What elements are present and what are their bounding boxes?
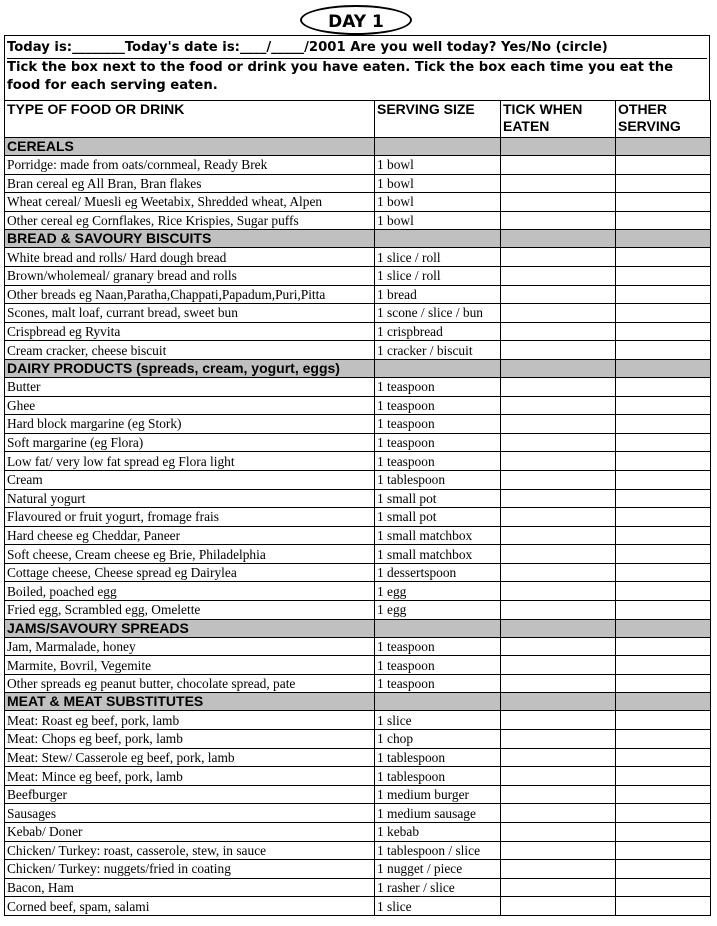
food-name-cell: Jam, Marmalade, honey <box>5 637 375 656</box>
serving-size-cell: 1 small pot <box>375 508 501 527</box>
serving-size-cell: 1 cracker / biscuit <box>375 341 501 360</box>
table-row <box>5 341 711 360</box>
other-serving-cell[interactable] <box>616 396 711 415</box>
food-name-cell: Meat: Mince eg beef, pork, lamb <box>5 767 375 786</box>
serving-size-cell: 1 teaspoon <box>375 396 501 415</box>
table-body <box>5 138 711 916</box>
tick-when-eaten-cell[interactable] <box>501 266 616 285</box>
food-name-cell: Fried egg, Scrambled egg, Omelette <box>5 601 375 620</box>
tick-when-eaten-cell[interactable] <box>501 860 616 879</box>
serving-size-cell: 1 rasher / slice <box>375 878 501 897</box>
serving-size-cell: 1 small matchbox <box>375 545 501 564</box>
serving-size-cell: 1 kebab <box>375 823 501 842</box>
other-serving-cell[interactable] <box>616 878 711 897</box>
food-name-cell: Cream cracker, cheese biscuit <box>5 341 375 360</box>
food-name-cell: Hard cheese eg Cheddar, Paneer <box>5 526 375 545</box>
other-serving-cell[interactable] <box>616 582 711 601</box>
tick-when-eaten-cell[interactable] <box>501 452 616 471</box>
tick-when-eaten-cell[interactable] <box>501 508 616 527</box>
other-serving-cell[interactable] <box>616 489 711 508</box>
food-name-cell: Crispbread eg Ryvita <box>5 322 375 341</box>
table-row <box>5 433 711 452</box>
section-header-row <box>5 138 711 156</box>
col-tick-line1: TICK WHEN <box>503 101 583 117</box>
other-serving-cell[interactable] <box>616 415 711 434</box>
tick-when-eaten-cell[interactable] <box>501 674 616 693</box>
serving-size-cell: 1 bowl <box>375 174 501 193</box>
serving-size-cell: 1 tablespoon <box>375 748 501 767</box>
table-row <box>5 601 711 620</box>
table-row <box>5 637 711 656</box>
food-name-cell: Butter <box>5 377 375 396</box>
food-name-cell: Meat: Stew/ Casserole eg beef, pork, lamb <box>5 748 375 767</box>
other-serving-cell[interactable] <box>616 470 711 489</box>
serving-size-cell: 1 teaspoon <box>375 674 501 693</box>
section-filler-cell <box>616 138 711 156</box>
serving-size-cell: 1 small matchbox <box>375 526 501 545</box>
food-name-cell: Low fat/ very low fat spread eg Flora light <box>5 452 375 471</box>
column-header-row <box>5 101 711 138</box>
food-name-cell: Kebab/ Doner <box>5 823 375 842</box>
serving-size-cell: 1 slice / roll <box>375 266 501 285</box>
tick-when-eaten-cell[interactable] <box>501 897 616 916</box>
food-name-cell: Brown/wholemeal/ granary bread and rolls <box>5 266 375 285</box>
tick-when-eaten-cell[interactable] <box>501 748 616 767</box>
tick-when-eaten-cell[interactable] <box>501 656 616 675</box>
table-row <box>5 767 711 786</box>
section-filler-cell <box>375 693 501 711</box>
other-serving-cell[interactable] <box>616 841 711 860</box>
section-title: JAMS/SAVOURY SPREADS <box>5 619 375 637</box>
table-row <box>5 526 711 545</box>
header-box <box>4 35 710 100</box>
table-row <box>5 656 711 675</box>
other-serving-cell[interactable] <box>616 193 711 212</box>
table-row <box>5 211 711 230</box>
other-serving-cell[interactable] <box>616 304 711 323</box>
tick-when-eaten-cell[interactable] <box>501 823 616 842</box>
serving-size-cell: 1 teaspoon <box>375 377 501 396</box>
food-name-cell: Cream <box>5 470 375 489</box>
section-filler-cell <box>375 230 501 248</box>
section-header-row <box>5 359 711 377</box>
section-title: DAIRY PRODUCTS (spreads, cream, yogurt, eggs) <box>5 359 375 377</box>
serving-size-cell: 1 teaspoon <box>375 637 501 656</box>
other-serving-cell[interactable] <box>616 248 711 267</box>
tick-when-eaten-cell[interactable] <box>501 396 616 415</box>
section-title: BREAD & SAVOURY BISCUITS <box>5 230 375 248</box>
other-serving-cell[interactable] <box>616 433 711 452</box>
section-filler-cell <box>501 359 616 377</box>
other-serving-cell[interactable] <box>616 156 711 175</box>
col-tick <box>501 101 616 138</box>
tick-when-eaten-cell[interactable] <box>501 526 616 545</box>
food-name-cell: Bacon, Ham <box>5 878 375 897</box>
food-name-cell: Meat: Chops eg beef, pork, lamb <box>5 730 375 749</box>
section-filler-cell <box>501 619 616 637</box>
other-serving-cell[interactable] <box>616 730 711 749</box>
food-name-cell: Other spreads eg peanut butter, chocolate spread, pate <box>5 674 375 693</box>
food-name-cell: Chicken/ Turkey: nuggets/fried in coating <box>5 860 375 879</box>
tick-when-eaten-cell[interactable] <box>501 841 616 860</box>
tick-when-eaten-cell[interactable] <box>501 601 616 620</box>
other-serving-cell[interactable] <box>616 637 711 656</box>
table-row <box>5 396 711 415</box>
tick-when-eaten-cell[interactable] <box>501 156 616 175</box>
serving-size-cell: 1 slice / roll <box>375 248 501 267</box>
tick-when-eaten-cell[interactable] <box>501 211 616 230</box>
serving-size-cell: 1 medium burger <box>375 785 501 804</box>
other-serving-cell[interactable] <box>616 377 711 396</box>
other-serving-cell[interactable] <box>616 711 711 730</box>
serving-size-cell: 1 slice <box>375 711 501 730</box>
serving-size-cell: 1 teaspoon <box>375 433 501 452</box>
serving-size-cell: 1 dessertspoon <box>375 563 501 582</box>
table-row <box>5 823 711 842</box>
serving-size-cell: 1 teaspoon <box>375 452 501 471</box>
food-name-cell: Beefburger <box>5 785 375 804</box>
food-name-cell: Corned beef, spam, salami <box>5 897 375 916</box>
table-row <box>5 878 711 897</box>
other-serving-cell[interactable] <box>616 341 711 360</box>
food-name-cell: Soft margarine (eg Flora) <box>5 433 375 452</box>
serving-size-cell: 1 chop <box>375 730 501 749</box>
other-serving-cell[interactable] <box>616 860 711 879</box>
tick-when-eaten-cell[interactable] <box>501 711 616 730</box>
other-serving-cell[interactable] <box>616 452 711 471</box>
tick-when-eaten-cell[interactable] <box>501 489 616 508</box>
food-name-cell: Other cereal eg Cornflakes, Rice Krispies, Sugar puffs <box>5 211 375 230</box>
tick-when-eaten-cell[interactable] <box>501 377 616 396</box>
table-row <box>5 174 711 193</box>
food-name-cell: Flavoured or fruit yogurt, fromage frais <box>5 508 375 527</box>
other-serving-cell[interactable] <box>616 322 711 341</box>
col-other-line1: OTHER <box>618 101 667 117</box>
food-name-cell: Bran cereal eg All Bran, Bran flakes <box>5 174 375 193</box>
other-serving-cell[interactable] <box>616 266 711 285</box>
instructions-text: Tick the box next to the food or drink you have eaten. Tick the box each time you eat the food for each serving eaten. <box>7 60 674 93</box>
section-title: MEAT & MEAT SUBSTITUTES <box>5 693 375 711</box>
other-serving-cell[interactable] <box>616 526 711 545</box>
table-row <box>5 489 711 508</box>
food-name-cell: Other breads eg Naan,Paratha,Chappati,Papadum,Puri,Pitta <box>5 285 375 304</box>
food-name-cell: Porridge: made from oats/cornmeal, Ready Brek <box>5 156 375 175</box>
table-row <box>5 785 711 804</box>
tick-when-eaten-cell[interactable] <box>501 767 616 786</box>
section-filler-cell <box>501 693 616 711</box>
serving-size-cell: 1 small pot <box>375 489 501 508</box>
section-filler-cell <box>375 359 501 377</box>
table-row <box>5 860 711 879</box>
food-name-cell: Marmite, Bovril, Vegemite <box>5 656 375 675</box>
tick-when-eaten-cell[interactable] <box>501 415 616 434</box>
section-header-row <box>5 619 711 637</box>
food-name-cell: Scones, malt loaf, currant bread, sweet bun <box>5 304 375 323</box>
section-header-row <box>5 230 711 248</box>
other-serving-cell[interactable] <box>616 767 711 786</box>
section-filler-cell <box>501 230 616 248</box>
table-row <box>5 841 711 860</box>
other-serving-cell[interactable] <box>616 674 711 693</box>
serving-size-cell: 1 bowl <box>375 156 501 175</box>
table-row <box>5 470 711 489</box>
col-tick-line2: EATEN <box>503 118 550 134</box>
other-serving-cell[interactable] <box>616 897 711 916</box>
table-row <box>5 711 711 730</box>
col-other <box>616 101 711 138</box>
other-serving-cell[interactable] <box>616 285 711 304</box>
col-serving: SERVING SIZE <box>375 101 501 138</box>
serving-size-cell: 1 slice <box>375 897 501 916</box>
table-row <box>5 730 711 749</box>
table-row <box>5 452 711 471</box>
table-row <box>5 248 711 267</box>
other-serving-cell[interactable] <box>616 174 711 193</box>
col-other-line2: SERVING <box>618 118 681 134</box>
food-name-cell: Meat: Roast eg beef, pork, lamb <box>5 711 375 730</box>
table-row <box>5 508 711 527</box>
section-filler-cell <box>616 230 711 248</box>
tick-when-eaten-cell[interactable] <box>501 193 616 212</box>
tick-when-eaten-cell[interactable] <box>501 785 616 804</box>
tick-when-eaten-cell[interactable] <box>501 730 616 749</box>
food-name-cell: Natural yogurt <box>5 489 375 508</box>
serving-size-cell: 1 nugget / piece <box>375 860 501 879</box>
table-row <box>5 193 711 212</box>
other-serving-cell[interactable] <box>616 748 711 767</box>
section-filler-cell <box>616 359 711 377</box>
table-row <box>5 285 711 304</box>
food-name-cell: Boiled, poached egg <box>5 582 375 601</box>
serving-size-cell: 1 tablespoon / slice <box>375 841 501 860</box>
section-filler-cell <box>501 138 616 156</box>
tick-when-eaten-cell[interactable] <box>501 878 616 897</box>
day-badge: DAY 1 <box>300 5 412 35</box>
food-name-cell: Ghee <box>5 396 375 415</box>
other-serving-cell[interactable] <box>616 656 711 675</box>
section-filler-cell <box>375 619 501 637</box>
table-row <box>5 804 711 823</box>
food-name-cell: Soft cheese, Cream cheese eg Brie, Philadelphia <box>5 545 375 564</box>
section-filler-cell <box>616 693 711 711</box>
food-name-cell: Cottage cheese, Cheese spread eg Dairylea <box>5 563 375 582</box>
table-row <box>5 563 711 582</box>
other-serving-cell[interactable] <box>616 211 711 230</box>
section-filler-cell <box>375 138 501 156</box>
tick-when-eaten-cell[interactable] <box>501 563 616 582</box>
food-name-cell: White bread and rolls/ Hard dough bread <box>5 248 375 267</box>
tick-when-eaten-cell[interactable] <box>501 285 616 304</box>
serving-size-cell: 1 scone / slice / bun <box>375 304 501 323</box>
table-row <box>5 156 711 175</box>
table-row <box>5 304 711 323</box>
food-name-cell: Sausages <box>5 804 375 823</box>
serving-size-cell: 1 egg <box>375 582 501 601</box>
serving-size-cell: 1 crispbread <box>375 322 501 341</box>
serving-size-cell: 1 tablespoon <box>375 470 501 489</box>
section-filler-cell <box>616 619 711 637</box>
food-name-cell: Wheat cereal/ Muesli eg Weetabix, Shredded wheat, Alpen <box>5 193 375 212</box>
table-row <box>5 674 711 693</box>
section-title: CEREALS <box>5 138 375 156</box>
tick-when-eaten-cell[interactable] <box>501 248 616 267</box>
tick-when-eaten-cell[interactable] <box>501 433 616 452</box>
other-serving-cell[interactable] <box>616 804 711 823</box>
table-row <box>5 322 711 341</box>
serving-size-cell: 1 tablespoon <box>375 767 501 786</box>
other-serving-cell[interactable] <box>616 545 711 564</box>
serving-size-cell: 1 egg <box>375 601 501 620</box>
tick-when-eaten-cell[interactable] <box>501 545 616 564</box>
tick-when-eaten-cell[interactable] <box>501 637 616 656</box>
other-serving-cell[interactable] <box>616 785 711 804</box>
serving-size-cell: 1 bread <box>375 285 501 304</box>
other-serving-cell[interactable] <box>616 563 711 582</box>
food-name-cell: Hard block margarine (eg Stork) <box>5 415 375 434</box>
serving-size-cell: 1 medium sausage <box>375 804 501 823</box>
tick-when-eaten-cell[interactable] <box>501 322 616 341</box>
table-row <box>5 377 711 396</box>
date-wellness-line: Today is:________Today's date is:____/_____/2001 Are you well today? Yes/No (circle) <box>7 38 707 59</box>
table-row <box>5 748 711 767</box>
table-row <box>5 266 711 285</box>
table-row <box>5 582 711 601</box>
tick-when-eaten-cell[interactable] <box>501 470 616 489</box>
table-row <box>5 897 711 916</box>
tick-when-eaten-cell[interactable] <box>501 174 616 193</box>
serving-size-cell: 1 bowl <box>375 211 501 230</box>
food-diary-table <box>4 100 711 916</box>
tick-when-eaten-cell[interactable] <box>501 341 616 360</box>
food-name-cell: Chicken/ Turkey: roast, casserole, stew, in sauce <box>5 841 375 860</box>
table-row <box>5 545 711 564</box>
col-food: TYPE OF FOOD OR DRINK <box>5 101 375 138</box>
section-header-row <box>5 693 711 711</box>
serving-size-cell: 1 teaspoon <box>375 415 501 434</box>
serving-size-cell: 1 bowl <box>375 193 501 212</box>
tick-when-eaten-cell[interactable] <box>501 582 616 601</box>
tick-when-eaten-cell[interactable] <box>501 804 616 823</box>
table-row <box>5 415 711 434</box>
tick-when-eaten-cell[interactable] <box>501 304 616 323</box>
other-serving-cell[interactable] <box>616 601 711 620</box>
other-serving-cell[interactable] <box>616 508 711 527</box>
serving-size-cell: 1 teaspoon <box>375 656 501 675</box>
other-serving-cell[interactable] <box>616 823 711 842</box>
